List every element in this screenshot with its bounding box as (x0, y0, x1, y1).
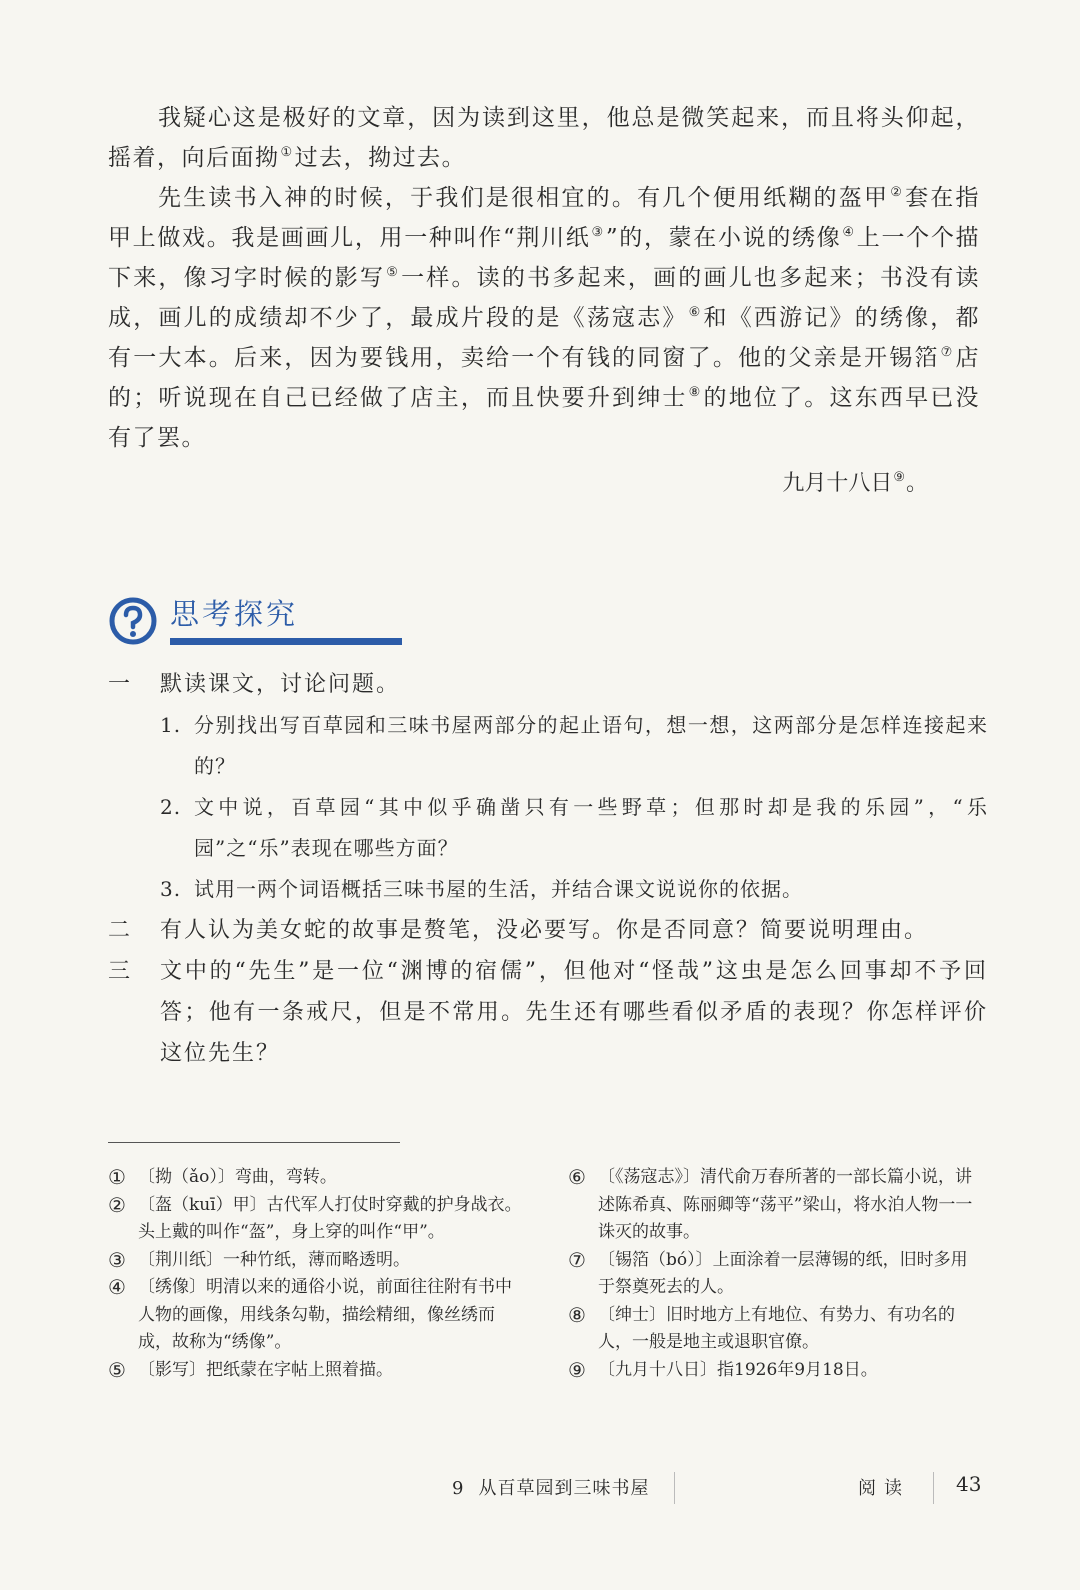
footnote-ref: ⑨ (893, 470, 905, 485)
footnote-ref: ⑧ (688, 385, 703, 400)
footnote-ref: ⑥ (688, 305, 703, 320)
sub-question-text: 分别找出写百草园和三味书屋两部分的起止语句，想一想，这两部分是怎样连接起来的？ (194, 713, 988, 778)
date-text: 九月十八日 (782, 471, 893, 496)
footnote-ref: ⑦ (940, 345, 955, 360)
footnote-ref: ⑤ (386, 265, 401, 280)
footnote-text: 〔锡箔（bó）〕上面涂着一层薄锡的纸，旧时多用于祭奠死去的人。 (598, 1249, 968, 1297)
text-run: 和《西游记》的绣像，都有一大本。后来，因为要钱用，卖给一个有钱的同窗了。他的父亲是开锡箔 (108, 305, 981, 371)
footnotes-left (108, 1164, 528, 1384)
paragraph-2 (108, 178, 980, 458)
page-footer (0, 1472, 1080, 1512)
footnote (568, 1357, 984, 1385)
sub-question-item (160, 705, 988, 787)
footnote-mark: ② (108, 1192, 126, 1217)
question-text: 有人认为美女蛇的故事是赘笔，没必要写。你是否同意？简要说明理由。 (160, 918, 929, 943)
footer-chapter (452, 1474, 649, 1500)
footnote-mark: ⑦ (568, 1247, 586, 1272)
question-text: 默读课文，讨论问题。 (160, 672, 401, 697)
question-number: 二 (108, 918, 133, 943)
text-run: 店的；听说现在自己已经做了店主，而且快要升到绅士 (108, 345, 981, 411)
date-period: 。 (905, 471, 928, 496)
footnote (108, 1192, 528, 1247)
question-text: 文中的“先生”是一位“渊博的宿儒”，但他对“怪哉”这虫是怎么回事却不予回答；他有一条戒尺，但是不常用。先生还有哪些看似矛盾的表现？你怎样评价这位先生？ (160, 959, 988, 1066)
footnote-ref: ③ (591, 225, 605, 240)
footer-divider (933, 1472, 934, 1504)
sub-question-text: 文中说，百草园“其中似乎确凿只有一些野草；但那时却是我的乐园”，“乐园”之“乐”表现在哪些方面？ (194, 795, 988, 860)
sub-question-item (160, 787, 988, 869)
paragraph-1 (108, 98, 980, 178)
sub-question-number: 3. (160, 877, 182, 901)
sub-question-number: 2. (160, 795, 182, 819)
footnote-text: 〔拗（ǎo）〕弯曲，弯转。 (138, 1167, 337, 1187)
question-item (108, 910, 988, 951)
page-number: 43 (956, 1472, 982, 1496)
footnote-text: 〔荆川纸〕一种竹纸，薄而略透明。 (138, 1249, 410, 1270)
sub-question-item (160, 869, 988, 910)
footnotes-right (568, 1164, 984, 1384)
footnote-mark: ③ (108, 1247, 126, 1272)
question-number: 三 (108, 959, 133, 984)
sub-question-text: 试用一两个词语概括三味书屋的生活，并结合课文说说你的依据。 (194, 877, 803, 901)
text-run: 我疑心这是极好的文章，因为读到这里，他总是微笑起来，而且将头仰起，摇着，向后面拗 (108, 105, 980, 171)
footer-divider (674, 1472, 675, 1504)
text-run: 套在指甲上做戏。我是画画儿，用一种叫作“荆川纸 (108, 185, 981, 251)
question-item (108, 664, 988, 705)
footnote-mark: ① (108, 1165, 126, 1189)
main-text (108, 98, 980, 504)
footnote (568, 1302, 984, 1357)
footnote (108, 1164, 528, 1192)
footnote-text: 〔影写〕把纸蒙在字帖上照着描。 (138, 1359, 393, 1380)
sub-question-number: 1. (160, 713, 182, 737)
question-number: 一 (108, 672, 133, 697)
text-run: 一样。读的书多起来，画的画儿也多起来；书没有读成，画儿的成绩却不少了，最成片段的是《荡寇志》 (108, 265, 981, 331)
chapter-title: 从百草园到三味书屋 (478, 1478, 650, 1499)
footnote-mark: ⑨ (568, 1357, 586, 1382)
footnote-text: 〔盔（kuī）甲〕古代军人打仗时穿戴的护身战衣。头上戴的叫作“盔”，身上穿的叫作“甲”。 (138, 1194, 522, 1242)
footnote (108, 1357, 528, 1385)
section-title: 思考探究 (170, 597, 299, 631)
question-mark-icon (108, 596, 158, 646)
chapter-number: 9 (452, 1478, 465, 1499)
questions (108, 664, 988, 1074)
text-run: ”的，蒙在小说的绣像 (605, 225, 842, 251)
text-run: 过去，拗过去。 (294, 145, 467, 171)
footnote-mark: ⑥ (568, 1165, 586, 1189)
footnote-ref: ② (890, 185, 905, 200)
date-line (108, 464, 928, 504)
footnote (108, 1247, 528, 1275)
text-run: 先生读书入神的时候，于我们是很相宜的。有几个便用纸糊的盔甲 (158, 185, 890, 211)
footnote (568, 1164, 984, 1247)
footer-section: 阅读 (858, 1478, 910, 1499)
footnote-text: 〔《荡寇志》〕清代俞万春所著的一部长篇小说，讲述陈希真、陈丽卿等“荡平”梁山，将水泊人物一一诛灭的故事。 (598, 1167, 973, 1242)
question-item (108, 951, 988, 1074)
footnote-divider (108, 1142, 400, 1143)
section-underline (170, 638, 402, 645)
footnote-mark: ⑤ (108, 1357, 126, 1382)
footnote-mark: ④ (108, 1275, 126, 1299)
footnote-ref: ④ (842, 225, 856, 240)
footnote-text: 〔九月十八日〕指1926年9月18日。 (598, 1359, 878, 1380)
footnote (108, 1274, 528, 1357)
footnote (568, 1247, 984, 1302)
text-run: 的地位了。这东西早已没有了罢。 (108, 385, 981, 451)
footnote-mark: ⑧ (568, 1302, 586, 1327)
footnote-text: 〔绣像〕明清以来的通俗小说，前面往往附有书中人物的画像，用线条勾勒，描绘精细，像丝绣而成，故称为“绣像”。 (138, 1277, 512, 1352)
text-run: 上一个个描下来，像习字时候的影写 (108, 225, 981, 291)
footnote-ref: ① (280, 145, 294, 160)
footnote-text: 〔绅士〕旧时地方上有地位、有势力、有功名的人，一般是地主或退职官僚。 (598, 1304, 955, 1352)
